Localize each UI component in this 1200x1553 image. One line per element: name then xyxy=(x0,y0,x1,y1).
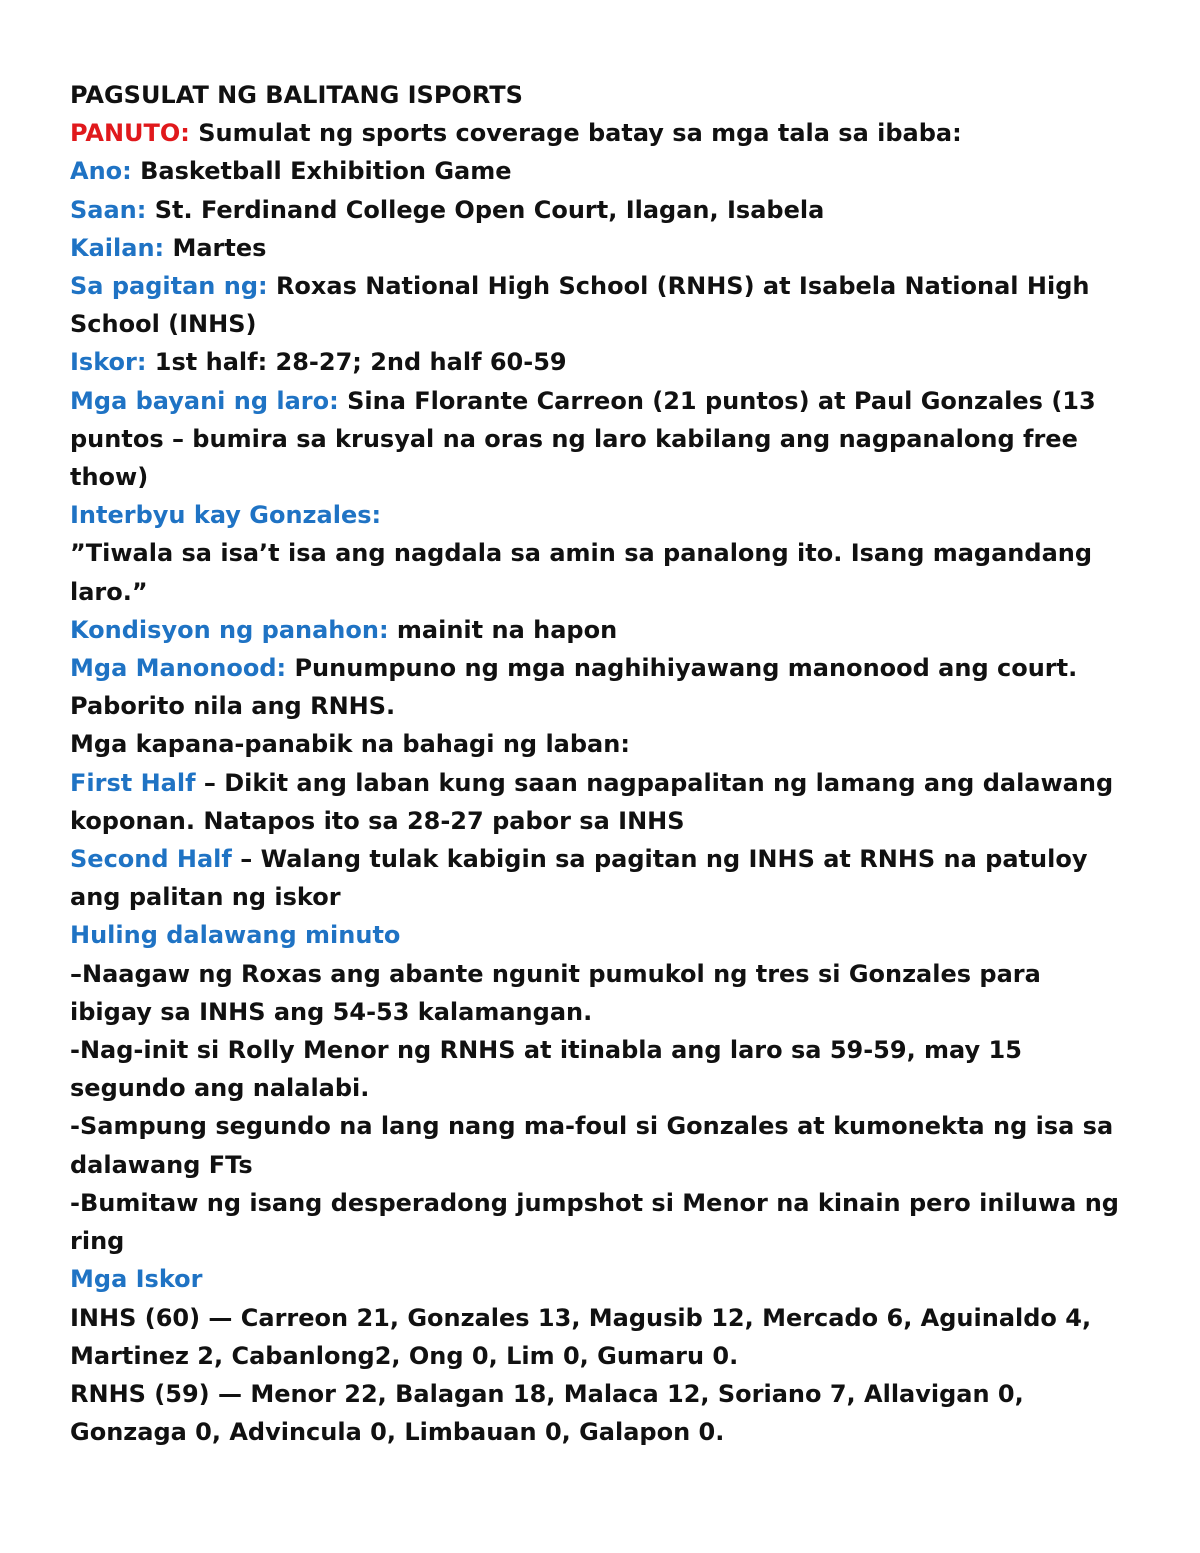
saan-line xyxy=(70,191,1130,229)
second-half-label: Second Half xyxy=(70,845,232,874)
last-minutes-item: -Sampung segundo na lang nang ma-foul si Gonzales at kumonekta ng isa sa dalawang FTs xyxy=(70,1112,1114,1179)
audience-value: Punumpuno ng mga naghihiyawang manonood ang court. Paborito nila ang RNHS. xyxy=(70,654,1078,721)
panuto-line xyxy=(70,114,1130,152)
pagitan-label: Sa pagitan ng: xyxy=(70,272,268,301)
last-minutes-item: –Naagaw ng Roxas ang abante ngunit pumukol ng tres si Gonzales para ibigay sa INHS ang 54-53 kalamangan. xyxy=(70,959,1041,1026)
weather-value: mainit na hapon xyxy=(388,615,618,644)
panuto-text: Sumulat ng sports coverage batay sa mga tala sa ibaba: xyxy=(189,119,962,148)
kailan-line xyxy=(70,229,1130,267)
ano-line xyxy=(70,152,1130,190)
pagitan-line xyxy=(70,267,1130,343)
ano-value: Basketball Exhibition Game xyxy=(131,157,512,186)
last-minutes-label: Huling dalawang minuto xyxy=(70,921,401,950)
kailan-value: Martes xyxy=(164,233,267,262)
audience-line xyxy=(70,649,1130,725)
second-half-value: – Walang tulak kabigin sa pagitan ng INHS at RNHS na patuloy ang palitan ng iskor xyxy=(70,845,1088,912)
bayani-label: Mga bayani ng laro: xyxy=(70,386,339,415)
document-title: PAGSULAT NG BALITANG ISPORTS xyxy=(70,81,523,109)
kailan-label: Kailan: xyxy=(70,233,165,262)
first-half-value: – Dikit ang laban kung saan nagpapalitan ng lamang ang dalawang koponan. Natapos ito sa 28-27 pabor sa INHS xyxy=(70,768,1114,835)
saan-value: St. Ferdinand College Open Court, Ilagan, Isabela xyxy=(146,195,825,224)
pagitan-value: Roxas National High School (RNHS) at Isabela National High School (INHS) xyxy=(70,272,1090,339)
interview-quote: ”Tiwala sa isa’t isa ang nagdala sa amin sa panalong ito. Isang magandang laro.” xyxy=(70,539,1093,606)
document-page xyxy=(70,76,1130,1451)
bayani-value: Sina Florante Carreon (21 puntos) at Paul Gonzales (13 puntos – bumira sa krusyal na oras ng laro kabilang ang nagpanalong free thow) xyxy=(70,386,1096,492)
last-minutes-item: -Nag-init si Rolly Menor ng RNHS at itinabla ang laro sa 59-59, may 15 segundo ang nalalabi. xyxy=(70,1036,1022,1103)
inhs-scores: INHS (60) — Carreon 21, Gonzales 13, Magusib 12, Mercado 6, Aguinaldo 4, Martinez 2, Cabanlong2, Ong 0, Lim 0, Gumaru 0. xyxy=(70,1303,1092,1370)
rnhs-scores: RNHS (59) — Menor 22, Balagan 18, Malaca 12, Soriano 7, Allavigan 0, Gonzaga 0, Advincula 0, Limbauan 0, Galapon 0. xyxy=(70,1379,1024,1447)
audience-label: Mga Manonood: xyxy=(70,654,287,683)
highlights-heading: Mga kapana-panabik na bahagi ng laban: xyxy=(70,730,630,759)
second-half-line xyxy=(70,840,1130,916)
bayani-line xyxy=(70,382,1130,497)
first-half-label: First Half xyxy=(70,768,196,797)
iskor-label: Iskor: xyxy=(70,348,147,377)
interview-label: Interbyu kay Gonzales: xyxy=(70,501,382,530)
last-minutes-item: -Bumitaw ng isang desperadong jumpshot si Menor na kinain pero iniluwa ng ring xyxy=(70,1188,1119,1256)
weather-line xyxy=(70,611,1130,649)
panuto-label: PANUTO: xyxy=(70,119,190,148)
iskor-line xyxy=(70,343,1130,381)
saan-label: Saan: xyxy=(70,195,147,224)
ano-label: Ano: xyxy=(70,157,132,186)
weather-label: Kondisyon ng panahon: xyxy=(70,615,389,644)
iskor-value: 1st half: 28-27; 2nd half 60-59 xyxy=(146,348,567,377)
scores-label: Mga Iskor xyxy=(70,1265,203,1294)
first-half-line xyxy=(70,764,1130,840)
